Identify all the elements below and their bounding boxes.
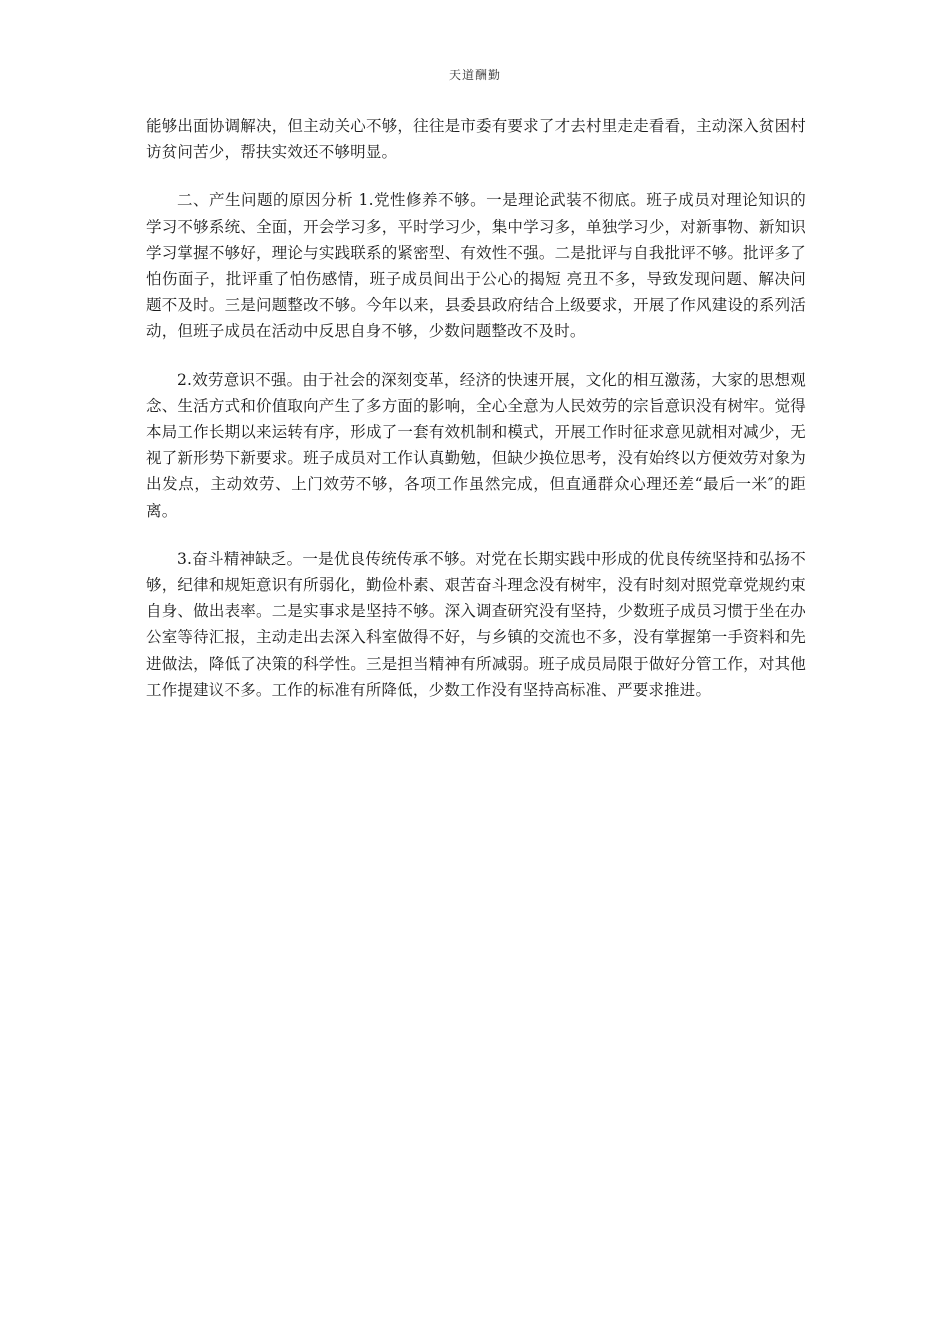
page-header: 天道酬勤 [448,68,501,82]
paragraph-continuation: 能够出面协调解决，但主动关心不够，往往是市委有要求了才去村里走走看看，主动深入贫困村访贫问苦少，帮扶实效还不够明显。 [146,117,806,162]
paragraph-service-awareness: 2.效劳意识不强。由于社会的深刻变革，经济的快速开展，文化的相互激荡，大家的思想观念、生活方式和价值取向产生了多方面的影响，全心全意为人民效劳的宗旨意识没有树牢。觉得本局工作长期以来运转有序，形成了一套有效机制和模式，开展工作时征求意见就相对减少，无视了新形势下新要求。班子成员对工作认真勤勉，但缺少换位思考，没有始终以方便效劳对象为出发点，主动效劳、上门效劳不够，各项工作虽然完成，但直通群众心理还差“最后一米″的距离。 [146,370,806,520]
paragraph-struggle-spirit: 3.奋斗精神缺乏。一是优良传统传承不够。对党在长期实践中形成的优良传统坚持和弘扬不够，纪律和规矩意识有所弱化，勤俭朴素、艰苦奋斗理念没有树牢，没有时刻对照党章党规约束自身、做出表率。二是实事求是坚持不够。深入调查研究没有坚持，少数班子成员习惯于坐在办公室等待汇报，主动走出去深入科室做得不好，与乡镇的交流也不多，没有掌握第一手资料和先进做法，降低了决策的科学性。三是担当精神有所减弱。班子成员局限于做好分管工作，对其他工作提建议不多。工作的标准有所降低，少数工作没有坚持高标准、严要求推进。 [146,549,806,699]
paragraph-cause-analysis: 二、产生问题的原因分析 1.党性修养不够。一是理论武装不彻底。班子成员对理论知识的学习不够系统、全面，开会学习多，平时学习少，集中学习多，单独学习少，对新事物、新知识学习掌握不够好，理论与实践联系的紧密型、有效性不强。二是批评与自我批评不够。批评多了怕伤面子，批评重了怕伤感情，班子成员间出于公心的揭短 亮丑不多，导致发现问题、解决问题不及时。三是问题整改不够。今年以来，县委县政府结合上级要求，开展了作风建设的系列活动，但班子成员在活动中反思自身不够，少数问题整改不及时。 [146,191,806,341]
document-body [146,113,806,725]
